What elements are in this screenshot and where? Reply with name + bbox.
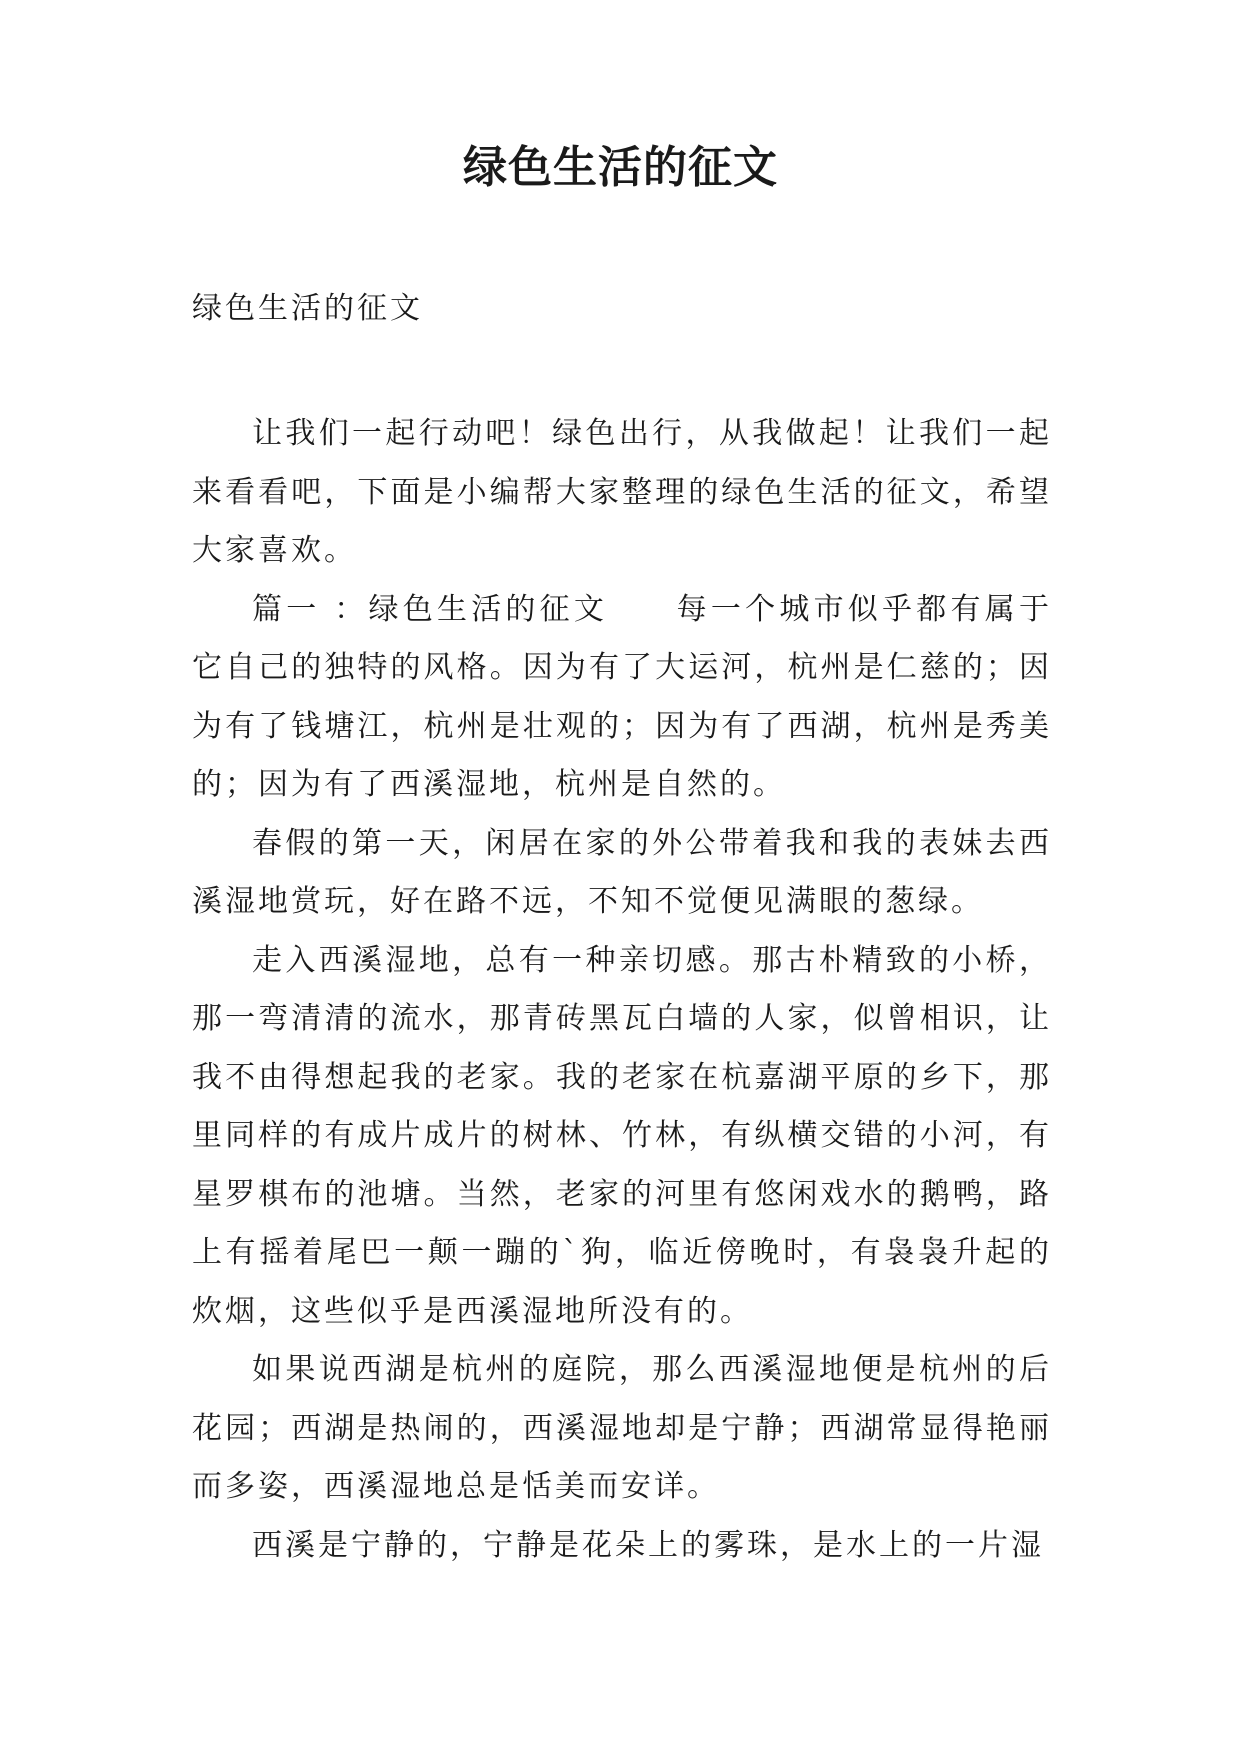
paragraph-enter-wetland: 走入西溪湿地，总有一种亲切感。那古朴精致的小桥，那一弯清清的流水，那青砖黑瓦白墙的人家，似曾相识，让我不由得想起我的老家。我的老家在杭嘉湖平原的乡下，那里同样的有成片成片的树林、竹林，有纵横交错的小河，有星罗棋布的池塘。当然，老家的河里有悠闲戏水的鹅鸭，路上有摇着尾巴一颠一蹦的`狗，临近傍晚时，有袅袅升起的炊烟，这些似乎是西溪湿地所没有的。 [192,942,1052,1329]
document-subtitle: 绿色生活的征文 [192,291,423,326]
paragraph-part-one: 篇一 ：绿色生活的征文 每一个城市似乎都有属于它自己的独特的风格。因为有了大运河，杭州是仁慈的；因为有了钱塘江，杭州是壮观的；因为有了西湖，杭州是秀美的；因为有了西溪湿地，杭州是自然的。 [192,591,1052,802]
paragraph-intro: 让我们一起行动吧！绿色出行，从我做起！让我们一起来看看吧，下面是小编帮大家整理的绿色生活的征文，希望大家喜欢。 [192,416,1052,568]
document-title: 绿色生活的征文 [463,142,778,193]
paragraph-west-lake-compare: 如果说西湖是杭州的庭院，那么西溪湿地便是杭州的后花园；西湖是热闹的，西溪湿地却是宁静；西湖常显得艳丽而多姿，西溪湿地总是恬美而安详。 [192,1352,1052,1504]
document-body [192,405,1052,1575]
paragraph-xixi-quiet: 西溪是宁静的，宁静是花朵上的雾珠，是水上的一片湿 [252,1527,1044,1563]
paragraph-spring-break: 春假的第一天，闲居在家的外公带着我和我的表妹去西溪湿地赏玩，好在路不远，不知不觉便见满眼的葱绿。 [192,825,1052,919]
